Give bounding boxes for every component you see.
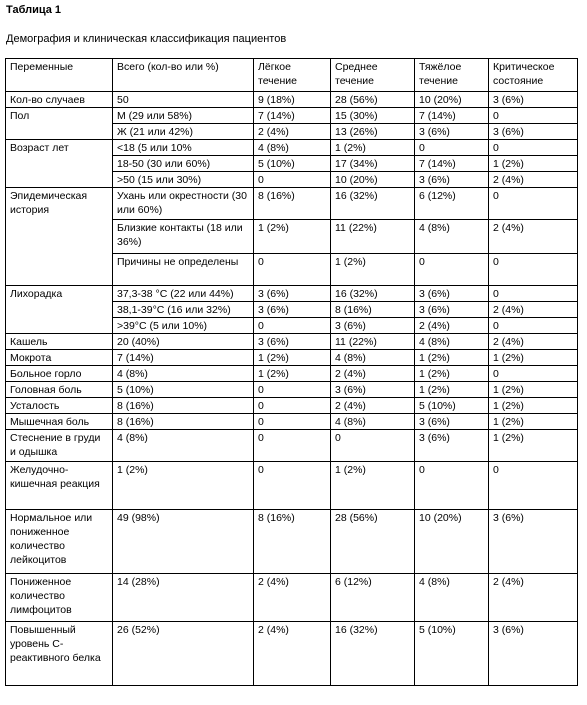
total-cell: 8 (16%) xyxy=(113,398,254,414)
value-cell: 1 (2%) xyxy=(415,366,489,382)
total-cell: 4 (8%) xyxy=(113,430,254,462)
value-cell: 1 (2%) xyxy=(489,156,578,172)
value-cell: 2 (4%) xyxy=(254,622,331,686)
value-cell: 3 (6%) xyxy=(254,286,331,302)
value-cell: 5 (10%) xyxy=(254,156,331,172)
header-cell: Тяжёлое течение xyxy=(415,59,489,92)
value-cell: 10 (20%) xyxy=(415,92,489,108)
variable-cell: Головная боль xyxy=(6,382,113,398)
value-cell: 16 (32%) xyxy=(331,622,415,686)
value-cell: 3 (6%) xyxy=(489,622,578,686)
total-cell: 49 (98%) xyxy=(113,510,254,574)
value-cell: 7 (14%) xyxy=(415,108,489,124)
value-cell: 1 (2%) xyxy=(331,140,415,156)
table-row xyxy=(6,334,578,350)
variable-cell: Больное горло xyxy=(6,366,113,382)
value-cell: 2 (4%) xyxy=(331,398,415,414)
value-cell: 2 (4%) xyxy=(489,172,578,188)
variable-cell: Лихорадка xyxy=(6,286,113,334)
value-cell: 1 (2%) xyxy=(489,382,578,398)
value-cell: 6 (12%) xyxy=(415,188,489,220)
table-row xyxy=(6,366,578,382)
table-row xyxy=(6,574,578,622)
total-cell: 50 xyxy=(113,92,254,108)
variable-cell: Мышечная боль xyxy=(6,414,113,430)
value-cell: 3 (6%) xyxy=(254,302,331,318)
value-cell: 0 xyxy=(254,318,331,334)
table-row xyxy=(6,108,578,124)
value-cell: 2 (4%) xyxy=(331,366,415,382)
value-cell: 2 (4%) xyxy=(489,334,578,350)
value-cell: 3 (6%) xyxy=(331,382,415,398)
header-cell: Всего (кол-во или %) xyxy=(113,59,254,92)
value-cell: 3 (6%) xyxy=(489,92,578,108)
value-cell: 11 (22%) xyxy=(331,334,415,350)
value-cell: 0 xyxy=(254,382,331,398)
value-cell: 0 xyxy=(489,254,578,286)
value-cell: 3 (6%) xyxy=(415,286,489,302)
value-cell: 1 (2%) xyxy=(254,350,331,366)
value-cell: 3 (6%) xyxy=(489,124,578,140)
value-cell: 1 (2%) xyxy=(415,382,489,398)
value-cell: 3 (6%) xyxy=(415,124,489,140)
variable-cell: Мокрота xyxy=(6,350,113,366)
value-cell: 7 (14%) xyxy=(254,108,331,124)
variable-cell: Стеснение в груди и одышка xyxy=(6,430,113,462)
variable-cell: Кол-во случаев xyxy=(6,92,113,108)
value-cell: 0 xyxy=(489,286,578,302)
value-cell: 3 (6%) xyxy=(331,318,415,334)
value-cell: 2 (4%) xyxy=(489,220,578,254)
value-cell: 2 (4%) xyxy=(254,124,331,140)
total-cell: 20 (40%) xyxy=(113,334,254,350)
total-cell: 38,1-39°C (16 или 32%) xyxy=(113,302,254,318)
value-cell: 0 xyxy=(489,140,578,156)
value-cell: 0 xyxy=(489,318,578,334)
value-cell: 1 (2%) xyxy=(489,430,578,462)
value-cell: 0 xyxy=(254,398,331,414)
value-cell: 0 xyxy=(415,462,489,510)
value-cell: 3 (6%) xyxy=(415,430,489,462)
total-cell: 26 (52%) xyxy=(113,622,254,686)
total-cell: 7 (14%) xyxy=(113,350,254,366)
value-cell: 3 (6%) xyxy=(415,302,489,318)
value-cell: 7 (14%) xyxy=(415,156,489,172)
value-cell: 10 (20%) xyxy=(415,510,489,574)
header-cell: Переменные xyxy=(6,59,113,92)
value-cell: 2 (4%) xyxy=(489,302,578,318)
total-cell: Близкие контакты (18 или 36%) xyxy=(113,220,254,254)
value-cell: 0 xyxy=(331,430,415,462)
table-row xyxy=(6,414,578,430)
value-cell: 0 xyxy=(489,108,578,124)
value-cell: 8 (16%) xyxy=(254,188,331,220)
total-cell: Ж (21 или 42%) xyxy=(113,124,254,140)
value-cell: 2 (4%) xyxy=(489,574,578,622)
patient-table xyxy=(5,58,578,686)
header-cell: Среднее течение xyxy=(331,59,415,92)
value-cell: 2 (4%) xyxy=(415,318,489,334)
value-cell: 1 (2%) xyxy=(331,254,415,286)
variable-cell: Пониженное количество лимфоцитов xyxy=(6,574,113,622)
value-cell: 4 (8%) xyxy=(415,334,489,350)
total-cell: <18 (5 или 10% xyxy=(113,140,254,156)
value-cell: 0 xyxy=(254,254,331,286)
value-cell: 4 (8%) xyxy=(254,140,331,156)
value-cell: 0 xyxy=(489,366,578,382)
table-row xyxy=(6,398,578,414)
value-cell: 28 (56%) xyxy=(331,510,415,574)
total-cell: 14 (28%) xyxy=(113,574,254,622)
value-cell: 8 (16%) xyxy=(254,510,331,574)
value-cell: 5 (10%) xyxy=(415,622,489,686)
table-row xyxy=(6,430,578,462)
value-cell: 0 xyxy=(489,462,578,510)
value-cell: 1 (2%) xyxy=(331,462,415,510)
value-cell: 28 (56%) xyxy=(331,92,415,108)
value-cell: 3 (6%) xyxy=(489,510,578,574)
table-row xyxy=(6,510,578,574)
table-row xyxy=(6,622,578,686)
total-cell: 8 (16%) xyxy=(113,414,254,430)
value-cell: 1 (2%) xyxy=(489,350,578,366)
variable-cell: Усталость xyxy=(6,398,113,414)
value-cell: 1 (2%) xyxy=(415,350,489,366)
value-cell: 11 (22%) xyxy=(331,220,415,254)
value-cell: 16 (32%) xyxy=(331,286,415,302)
value-cell: 0 xyxy=(254,462,331,510)
total-cell: Причины не определены xyxy=(113,254,254,286)
value-cell: 3 (6%) xyxy=(415,414,489,430)
value-cell: 4 (8%) xyxy=(415,220,489,254)
value-cell: 2 (4%) xyxy=(254,574,331,622)
total-cell: 4 (8%) xyxy=(113,366,254,382)
value-cell: 1 (2%) xyxy=(489,398,578,414)
value-cell: 10 (20%) xyxy=(331,172,415,188)
variable-cell: Эпидемическая история xyxy=(6,188,113,286)
value-cell: 3 (6%) xyxy=(254,334,331,350)
table-row xyxy=(6,92,578,108)
total-cell: Ухань или окрестности (30 или 60%) xyxy=(113,188,254,220)
variable-cell: Нормальное или пониженное количество лейкоцитов xyxy=(6,510,113,574)
value-cell: 6 (12%) xyxy=(331,574,415,622)
value-cell: 1 (2%) xyxy=(254,220,331,254)
value-cell: 0 xyxy=(415,140,489,156)
value-cell: 1 (2%) xyxy=(254,366,331,382)
total-cell: >50 (15 или 30%) xyxy=(113,172,254,188)
variable-cell: Возраст лет xyxy=(6,140,113,188)
table-row xyxy=(6,286,578,302)
variable-cell: Кашель xyxy=(6,334,113,350)
header-cell: Лёгкое течение xyxy=(254,59,331,92)
value-cell: 0 xyxy=(254,430,331,462)
table-subtitle: Демография и клиническая классификация пациентов xyxy=(6,33,287,45)
table-title: Таблица 1 xyxy=(6,4,62,16)
value-cell: 0 xyxy=(254,172,331,188)
value-cell: 4 (8%) xyxy=(331,414,415,430)
value-cell: 16 (32%) xyxy=(331,188,415,220)
header-cell: Критическое состояние xyxy=(489,59,578,92)
variable-cell: Пол xyxy=(6,108,113,140)
value-cell: 4 (8%) xyxy=(415,574,489,622)
value-cell: 8 (16%) xyxy=(331,302,415,318)
table-row xyxy=(6,140,578,156)
total-cell: 5 (10%) xyxy=(113,382,254,398)
table-row xyxy=(6,188,578,220)
total-cell: 37,3-38 °C (22 или 44%) xyxy=(113,286,254,302)
value-cell: 0 xyxy=(489,188,578,220)
variable-cell: Желудочно-кишечная реакция xyxy=(6,462,113,510)
value-cell: 4 (8%) xyxy=(331,350,415,366)
header-row xyxy=(6,59,578,92)
total-cell: 1 (2%) xyxy=(113,462,254,510)
value-cell: 9 (18%) xyxy=(254,92,331,108)
value-cell: 3 (6%) xyxy=(415,172,489,188)
value-cell: 13 (26%) xyxy=(331,124,415,140)
variable-cell: Повышенный уровень С-реактивного белка xyxy=(6,622,113,686)
value-cell: 15 (30%) xyxy=(331,108,415,124)
total-cell: >39°C (5 или 10%) xyxy=(113,318,254,334)
table-row xyxy=(6,382,578,398)
value-cell: 1 (2%) xyxy=(489,414,578,430)
table-row xyxy=(6,462,578,510)
value-cell: 5 (10%) xyxy=(415,398,489,414)
table-row xyxy=(6,350,578,366)
value-cell: 17 (34%) xyxy=(331,156,415,172)
total-cell: М (29 или 58%) xyxy=(113,108,254,124)
value-cell: 0 xyxy=(415,254,489,286)
value-cell: 0 xyxy=(254,414,331,430)
total-cell: 18-50 (30 или 60%) xyxy=(113,156,254,172)
